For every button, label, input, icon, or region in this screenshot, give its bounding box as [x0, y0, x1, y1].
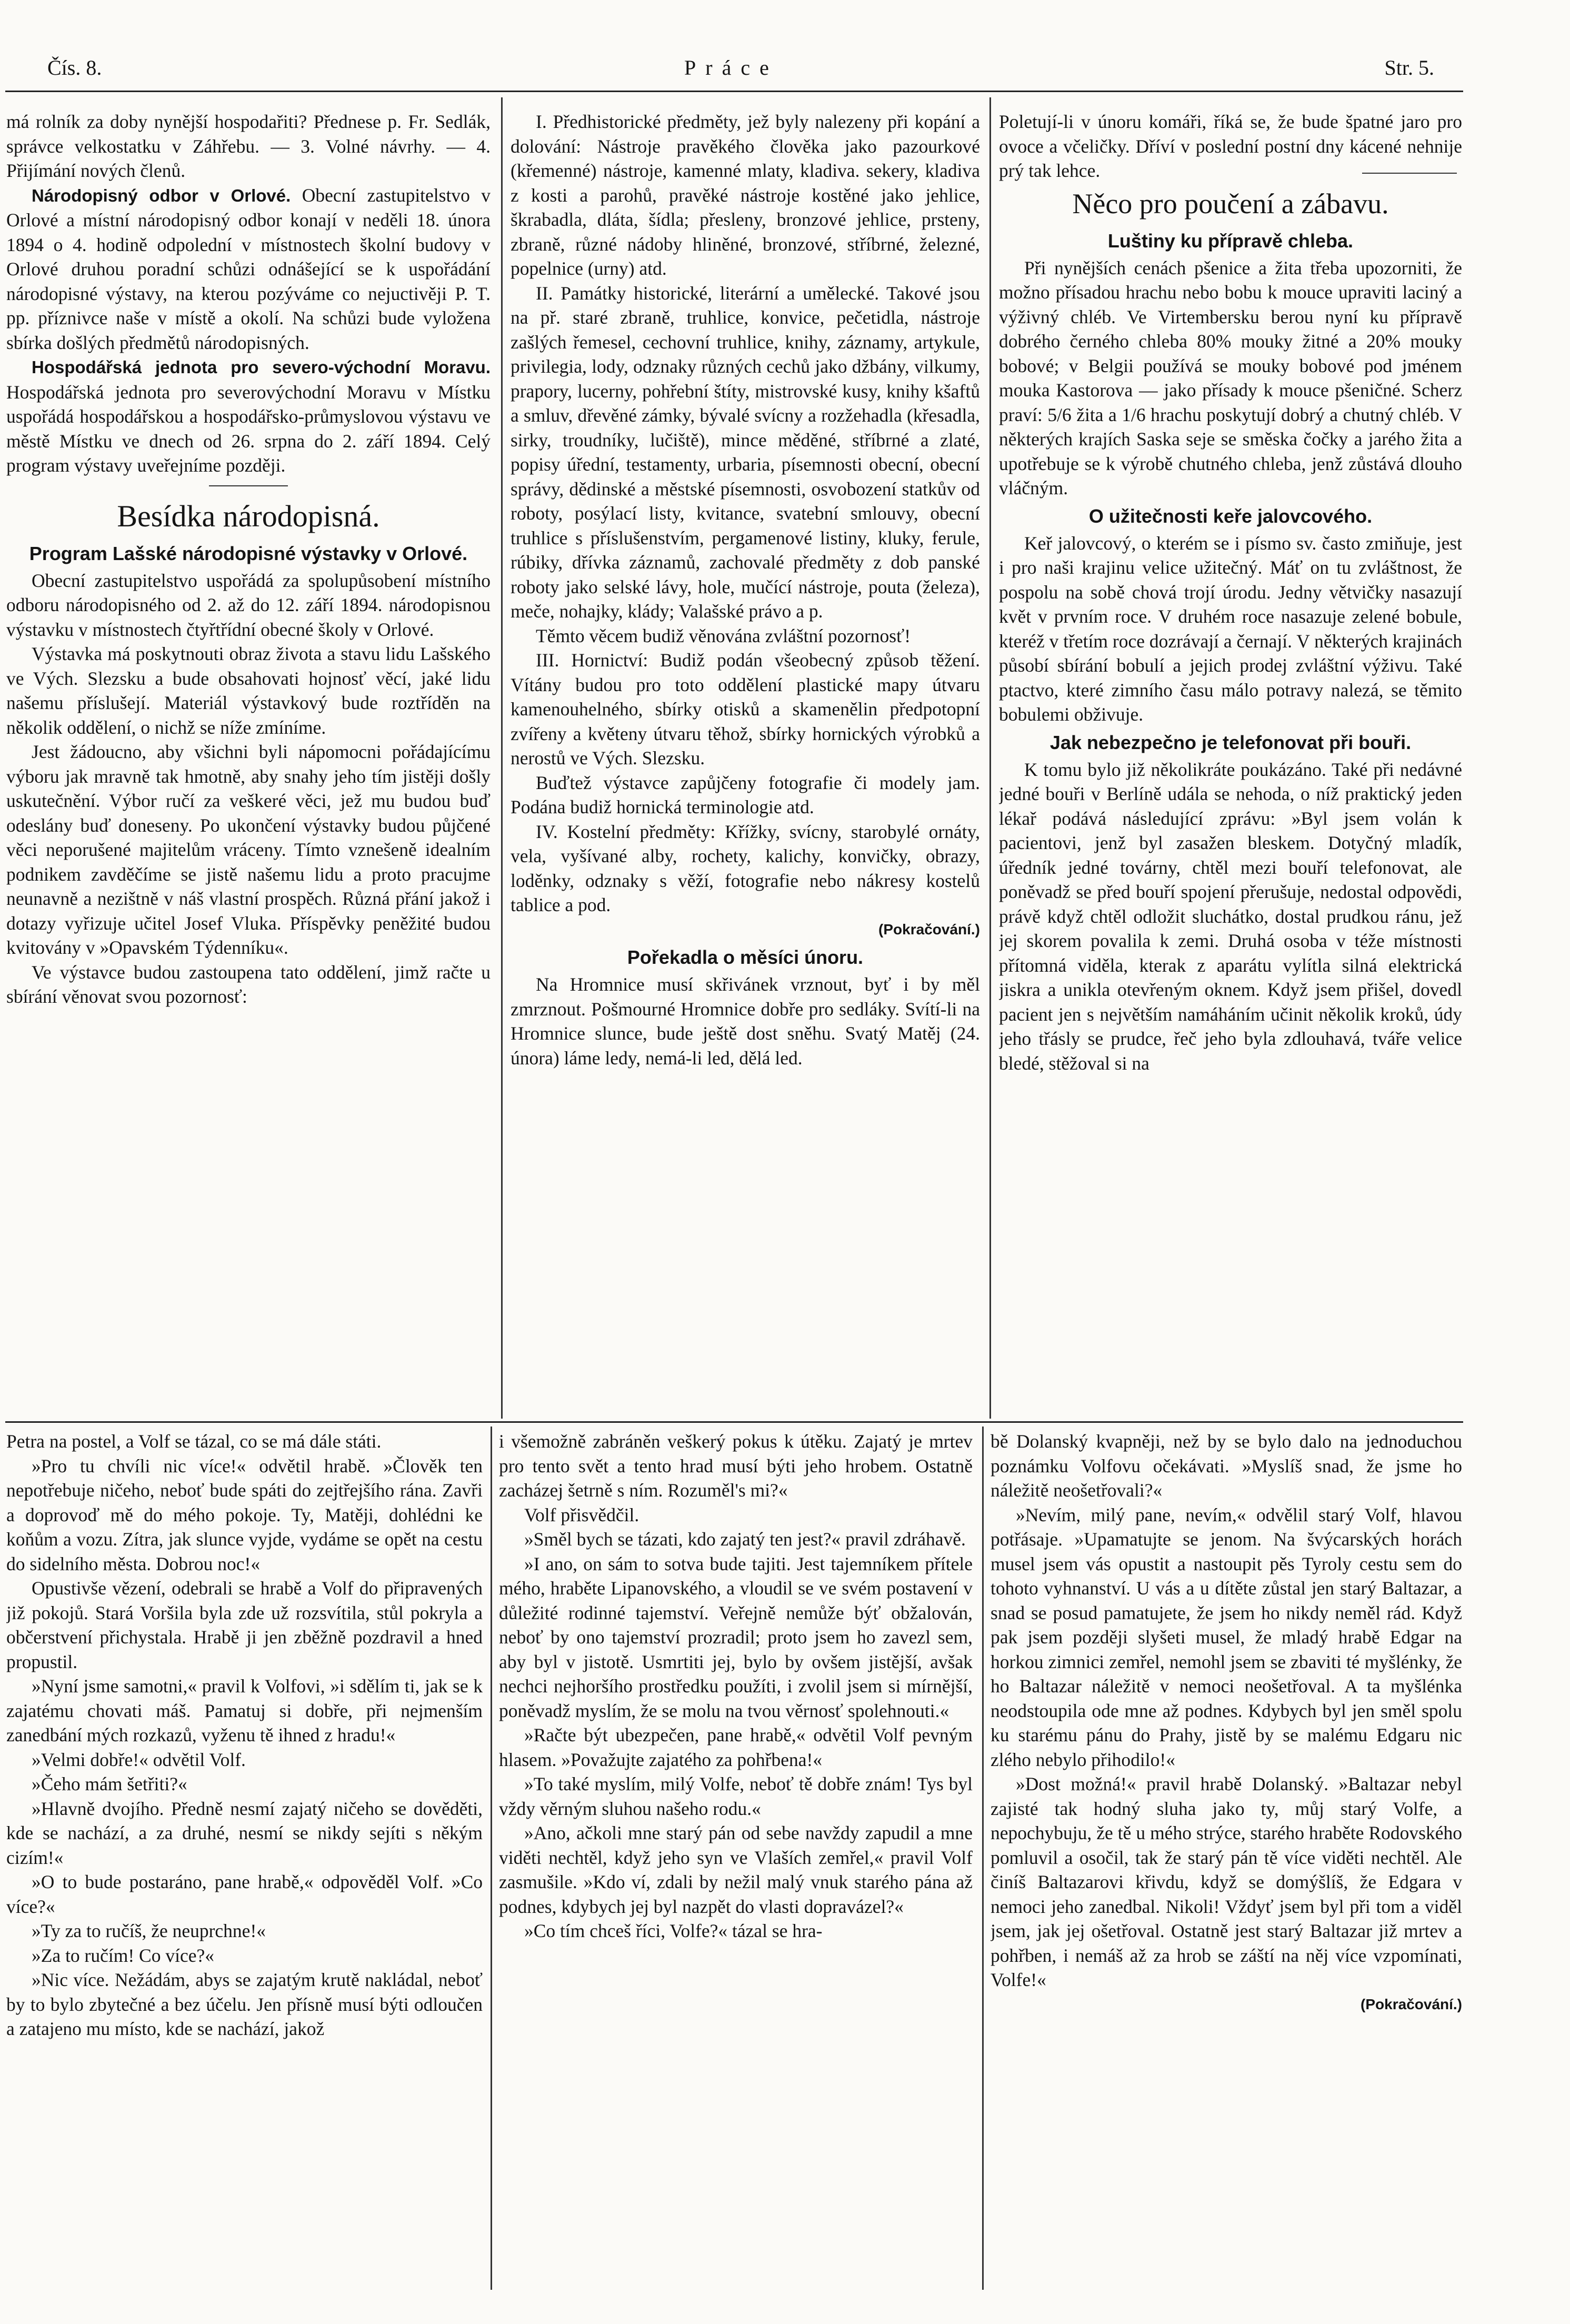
text-paragraph: »Račte být ubezpečen, pane hrabě,« odvětil Volf pevným hlasem. »Považujte zajatého za pohřbena!«	[499, 1724, 973, 1770]
feuilleton-column-2	[499, 1429, 973, 2292]
text-paragraph: II. Památky historické, literární a umělecké. Takové jsou na př. staré zbraně, truhlice, konvice, pečetidla, nástroje zašlých řemesel, cechovní truhlice, knihy, záznamy, artykule, privilegia, lody, odznaky různých cechů jako džbány, vilkumy, prapory, lucerny, pohřební štíty, mistrovské kusy, knihy kšaftů a smluv, dřevěné zámky, bývalé svícny a rozžehadla (křesadla, sirky, troudníky, lučiště), mince měděné, stříbrné a zlaté, popisy úřední, testamenty, urbaria, písemnosti obecní, obecní správy, dědinské a městské písemnosti, osvobození statkův od roboty, posýlací listy, kvitance, svatební smlouvy, obecní truhlice s příslušenstvím, pergamenové listiny, kluky, ferule, rúbiky, dřívka záznamů, zachovalé předměty z dob panské roboty jako selské lávy, hole, mučící nástroje, pouta (železa), meče, nohajky, klády; Valašské právo a p.	[511, 282, 980, 622]
text-paragraph: Volf přisvědčil.	[524, 1504, 639, 1525]
text-paragraph: »To také myslím, milý Volfe, neboť tě dobře znám! Tys byl vždy věrným sluhou našeho rodu.«	[499, 1773, 973, 1819]
text-paragraph: Opustivše vězení, odebrali se hrabě a Volf do připravených již pokojů. Stará Voršila byla zde už rozsvítila, stůl pokryla a občerstvení přichystala. Hrabě ji jen zběžně pozdravil a hned propustil.	[6, 1578, 483, 1672]
text-paragraph: »Hlavně dvojího. Předně nesmí zajatý ničeho se dověděti, kde se nachází, a za druhé, nesmí se nikdy sejíti s někým cizím!«	[6, 1798, 483, 1868]
text-paragraph: »Co tím chceš říci, Volfe?« tázal se hra-	[524, 1920, 823, 1941]
column-2	[511, 109, 980, 1412]
column-divider	[491, 1427, 492, 2290]
text-paragraph: Buďtež výstavce zapůjčeny fotografie či modely jam. Podána budiž hornická terminologie atd.	[511, 772, 980, 817]
item-text: Obecní zastupitelstvo v Orlové a místní národopisný odbor konají v neděli 18. února 1894 o 4. hodině odpolední v místnostech školní budovy v Orlové druhou poradní schůzi odnášející se k uspořádání národopisné výstavy, na kterou pozýváme co nejuctivěji P. T. pp. příznivce naše v místě a okolí. Na schůzi bude vyložena sbírka došlých předmětů národopisných.	[6, 184, 491, 353]
article-title: O užitečnosti keře jalovcového.	[1088, 505, 1373, 527]
page-header	[5, 55, 1434, 92]
article-title: Luštiny ku přípravě chleba.	[1107, 230, 1354, 252]
section-title: Něco pro poučení a zábavu.	[1072, 187, 1389, 220]
news-item	[6, 183, 491, 355]
continuation-note: (Pokračování.)	[1361, 1996, 1462, 2012]
text-paragraph: Petra na postel, a Volf se tázal, co se má dále státi.	[6, 1431, 382, 1452]
separator	[1362, 173, 1457, 174]
text-paragraph: »Nic více. Nežádám, abys se zajatým krutě nakládal, neboť by to bylo zbytečné a bez účelu. Jen přísně musí býti odloučen a zatajeno mu místo, kde se nachází, jakož	[6, 1969, 483, 2039]
text-paragraph: K tomu bylo již několikráte poukázáno. Také při nedávné jedné bouři v Berlíně udála se nehoda, o níž praktický jeden lékař podává následující zprávu: »Byl jsem volán k pacientovi, jenž byl zasažen bleskem. Dotyčný mladík, úředník jedné továrny, chtěl mezi bouří telefonovat, ale poněvadž se před bouří spojení přerušuje, nedostal odpovědi, právě když chtěl odložit sluchátko, dostal prudkou ránu, jež jej skorem povalila k zemi. Druhá osoba v téže místnosti přítomná viděla, kterak z aparátu vylítla silná elektrická jiskra a unikla otevřeným oknem. Když jsem přišel, dovedl pacient jen s největším namáháním učinit několik kroků, údy jeho třásly se prudce, řeč jeho byla zdlouhavá, tváře velice bledé, stěžoval si na	[999, 759, 1462, 1074]
column-3	[999, 109, 1462, 1412]
text-paragraph: Poletují-li v únoru komáři, říká se, že bude špatné jaro pro ovoce a včeličky. Dříví v poslední postní dny kácené nehnije prý tak lehce.	[999, 111, 1462, 181]
text-paragraph: Výstavka má poskytnouti obraz života a stavu lidu Lašského ve Vých. Slezsku a bude obsahovati hojnosť věcí, jaké lidu našemu příslušejí. Materiál výstavkový bude roztříděn na několik oddělení, o nichž se níže zmíníme.	[6, 643, 491, 738]
article-title: Program Lašské národopisné výstavky v Orlové.	[29, 542, 468, 564]
column-divider	[501, 97, 503, 1419]
text-paragraph: Obecní zastupitelstvo uspořádá za spolupůsobení místního odboru národopisného od 2. až do 12. září 1894. národopisnou výstavku v místnostech čtyřtřídní obecné školy v Orlové.	[6, 570, 491, 640]
item-text: Hospodářská jednota pro severovýchodní Moravu v Místku uspořádá hospodářskou a hospodářsko-průmyslovou výstavu ve městě Místku ve dnech od 26. srpna do 2. září 1894. Celý program výstavy uveřejníme později.	[6, 381, 491, 476]
item-heading: Národopisný odbor v Orlové.	[32, 185, 291, 205]
text-paragraph: I. Předhistorické předměty, jež byly nalezeny při kopání a dolování: Nástroje pravěkého člověka jako pazourkové (křemenné) nástroje, kamenné mlaty, kladiva. sekery, kladiva z kosti a parohů, pravěké nástroje kostěné jako jehlice, škrabadla, dláta, šídla; přesleny, bronzové jehlice, prsteny, zbraně, různé nádoby hliněné, bronzové, stříbrné, železné, popelnice (urny) atd.	[511, 111, 980, 279]
newspaper-title: Práce	[684, 56, 778, 79]
text-paragraph: »Ano, ačkoli mne starý pán od sebe navždy zapudil a mne viděti nechtěl, když jeho syn ve Vlaších zemřel,« pravil Volf zasmušile. »Kdo ví, zdali by nežil malý vnuk starého pána až podnes, kdybych jej byl nazpět do vlasti dopravázel?«	[499, 1822, 973, 1917]
issue-number: Čís. 8.	[47, 56, 102, 79]
text-paragraph: »Směl bych se tázati, kdo zajatý ten jest?« pravil zdráhavě.	[524, 1529, 966, 1550]
column-divider	[982, 1427, 984, 2290]
text-paragraph: Na Hromnice musí skřivánek vrznout, byť i by měl zmrznout. Pošmourné Hromnice dobře pro sedláky. Svítí-li na Hromnice slunce, bude ještě dost sněhu. Svatý Matěj (24. února) láme ledy, nemá-li led, dělá led.	[511, 974, 980, 1069]
text-paragraph: »Ty za to ručíš, že neuprchne!«	[32, 1920, 266, 1941]
text-paragraph: bě Dolanský kvapněji, než by se bylo dalo na jednoduchou poznámku Volfovu očekávati. »Myslíš snad, že jsme ho náležitě neošetřovali?«	[991, 1431, 1462, 1501]
text-paragraph: »O to bude postaráno, pane hrabě,« odpověděl Volf. »Co více?«	[6, 1871, 483, 1917]
text-paragraph: IV. Kostelní předměty: Křížky, svícny, starobylé ornáty, vela, vyšívané alby, rochety, kalichy, konvičky, obrazy, loděnky, odznaky s věží, fotografie nebo nákresy kostelů tablice a pod.	[511, 821, 980, 915]
article-title: Pořekadla o měsíci únoru.	[627, 946, 864, 968]
page-number: Str. 5.	[1384, 56, 1434, 79]
article-title: Jak nebezpečno je telefonovat při bouři.	[1049, 731, 1412, 753]
text-paragraph: »Čeho mám šetřiti?«	[32, 1773, 187, 1794]
text-paragraph: »Za to ručím! Co více?«	[32, 1944, 214, 1966]
header-rule	[5, 91, 1463, 92]
text-paragraph: III. Hornictví: Budiž podán všeobecný způsob těžení. Vítány budou pro toto oddělení plastické mapy útvaru kamenouhelného, sbírky otisků a skamenělin předpotopní zvířeny a květeny útvaru těhož, sbírky hornických výrobků a nerostů ve Vých. Slezsku.	[511, 650, 980, 769]
feuilleton-rule	[5, 1421, 1463, 1423]
feuilleton-column-3	[991, 1429, 1462, 2292]
text-paragraph: Keř jalovcový, o kterém se i písmo sv. často zmiňuje, jest i pro naši krajinu velice užitečný. Máť on tu zvláštnost, že pospolu na sobě chová trojí úrodu. Jedny větvičky nasazují květ v prvním roce. V druhém roce nasazuje zelené bobule, kteréž v třetím roce dozrávají a černají. V některých krajinách působí sbírání bobulí a jejich prodej zvláštní výživu. Také ptactvo, které zimního času málo potravy nalezá, se těmito bobulemi obživuje.	[999, 532, 1462, 725]
text-paragraph: Při nynějších cenách pšenice a žita třeba upozorniti, že možno přísadou hrachu nebo bobu k mouce upraviti laciný a výživný chléb. Ve Virtembersku berou nyní ku přípravě dobrého černého chleba 80% mouky žitné a 20% mouky bobové; v Belgii používá se mouky bobové pod jménem mouka Kastorova — jako přísady k mouce pšeničné. Scherz praví: 5/6 žita a 1/6 hrachu poskytují dobrý a chutný chléb. V některých krajích Saska seje se směska čočky a jarého žita a upotřebuje se k výrobě chutného chleba, jenž zůstává dlouho vláčným.	[999, 257, 1462, 498]
column-divider	[989, 97, 991, 1419]
text-paragraph: má rolník za doby nynější hospodařiti? Přednese p. Fr. Sedlák, správce velkostatku v Záhřebu. — 3. Volné návrhy. — 4. Přijímání nových členů.	[6, 111, 491, 181]
separator	[209, 485, 288, 486]
text-paragraph: »I ano, on sám to sotva bude tajiti. Jest tajemníkem přítele mého, hraběte Lipanovského, a vloudil se ve svém postavení v důležité rodinné tajemství. Veřejně nemůže býť obžalován, neboť by ono tajemství prozradil; proto jsem ho zavezl sem, aby byl v jistotě. Usmrtiti jej, bylo by ovšem jistější, avšak nechci nejhoršího prostředku použíti, i zvolil jsem si mírnější, poněvadž myslím, že se molu na tvou věrnosť spolehnouti.«	[499, 1553, 973, 1721]
section-title: Besídka národopisná.	[117, 498, 380, 533]
text-paragraph: i všemožně zabráněn veškerý pokus k útěku. Zajatý je mrtev pro tento svět a tento hrad musí býti jeho hrobem. Ostatně zacházej šetrně s ním. Rozuměl's mi?«	[499, 1431, 973, 1501]
text-paragraph: »Nyní jsme samotni,« pravil k Volfovi, »i sdělím ti, jak se k zajatému chovati máš. Pamatuj si dobře, při nejmenším zanedbání mých rozkazů, vyženu tě ihned z hradu!«	[6, 1675, 483, 1746]
item-heading: Hospodářská jednota pro severo-východní Moravu.	[32, 357, 491, 377]
text-paragraph: »Pro tu chvíli nic více!« odvětil hrabě. »Člověk ten nepotřebuje ničeho, neboť bude spáti do zejtřejšího rána. Zavři a doprovoď mě do mého pokoje. Ty, Matěji, dohlédni ke koňům a vozu. Zítra, jak slunce vyjde, vydáme se opět na cestu do sidelního města. Dobrou noc!«	[6, 1455, 483, 1574]
text-paragraph: Jest žádoucno, aby všichni byli nápomocni pořádajícímu výboru jak mravně tak hmotně, aby snahy jeho tím jistěji došly uskutečnění. Výbor ručí za veškeré věci, jež mu budou buď odeslány buď doneseny. Po ukončení výstavky budou půjčené věci neporušené majitelům vráceny. Tímto vznešeně idealním podnikem zavděčíme se jistě našemu lidu a proto pracujme neunavně a nezištně v náš vlastní prospěch. Různá přání jakož i dotazy vyřizuje učitel Josef Vluka. Příspěvky peněžité budou kvitovány v »Opavském Týdenníku«.	[6, 741, 491, 958]
feuilleton-column-1	[6, 1429, 483, 2292]
text-paragraph: »Nevím, milý pane, nevím,« odvělil starý Volf, hlavou potřásaje. »Upamatujte se jenom. Na švýcarských horách musel jsem vás opustit a nastoupit pěs Tyroly cestu sem do tohoto vyhnanství. U vás a u dítěte zůstal jen starý Baltazar, a snad se posud pamatujete, že jsem ho nikdy neměl rád. Když pak jsem později slyšeti musel, že mladý hrabě Edgar na horkou zimnici zemřel, nemohl jsem se zbaviti té myšlénky, že ho Baltazar náležitě v nemoci neošetřoval. A ta myšlénka neodstoupila ode mne až podnes. Kdybych byl jen směl spolu ku starému pánu do Prahy, jistě by se malému Edgaru nic zlého nebylo přihodilo!«	[991, 1504, 1462, 1770]
text-paragraph: Těmto věcem budiž věnována zvláštní pozornosť!	[536, 625, 911, 646]
text-paragraph: »Dost možná!« pravil hrabě Dolanský. »Baltazar nebyl zajisté tak hodný sluha jako ty, můj starý Volfe, a nepochybuju, že tě u mého strýce, starého hraběte Rodovského pomluvil a osočil, tak že starý pán tě více viděti nechtěl. Ale činíš Baltazarovi křivdu, když se domýšlíš, že Edgara v nemoci jeho zanedbal. Nikoli! Vždyť jsem byl při tom a viděl jsem, jak jej ošetřoval. Ostatně jest starý Baltazar již mrtev a pohřben, i nemáš až za hrob se záští na něj více vzpomínati, Volfe!«	[991, 1773, 1462, 1990]
text-paragraph: »Velmi dobře!« odvětil Volf.	[32, 1749, 246, 1770]
column-1	[6, 109, 491, 1412]
news-item	[6, 355, 491, 478]
text-paragraph: Ve výstavce budou zastoupena tato oddělení, jimž račte u sbírání věnovat svou pozornosť:	[6, 961, 491, 1007]
continuation-note: (Pokračování.)	[878, 921, 980, 937]
